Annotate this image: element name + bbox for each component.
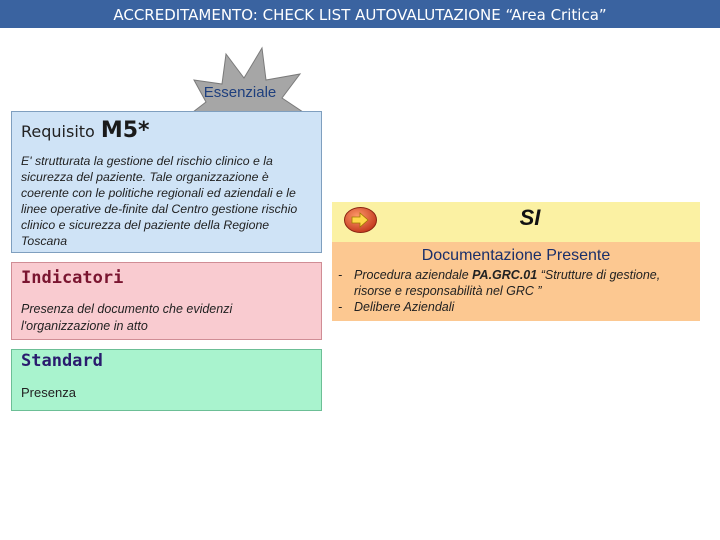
requisito-label: Requisito xyxy=(21,122,95,141)
list-item xyxy=(338,267,693,299)
answer-value: SI xyxy=(519,205,541,230)
list-item-suffix: “Strutture di gestione, risorse e responsabilità nel GRC ” xyxy=(354,268,661,298)
documentazione-title: Documentazione Presente xyxy=(421,247,611,264)
standard-text: Presenza xyxy=(21,385,76,400)
list-item-prefix: Procedura aziendale xyxy=(354,268,473,282)
indicatori-title: Indicatori xyxy=(21,268,124,288)
requisito-code: M5* xyxy=(100,118,150,143)
requisito-text: E' strutturata la gestione del rischio clinico e la sicurezza del paziente. Tale organizzazione è coerente con le politiche regionali ed aziendali e le linee operative de-finite dal Centro gestione rischio clinico e sicurezza del paziente della Regione Toscana xyxy=(21,154,298,248)
standard-title: Standard xyxy=(21,351,103,371)
list-item-code: PA.GRC.01 xyxy=(472,268,538,282)
list-item xyxy=(338,299,693,315)
header-title: ACCREDITAMENTO: CHECK LIST AUTOVALUTAZIONE “Area Critica” xyxy=(113,6,607,24)
essenziale-badge: Essenziale xyxy=(203,84,277,101)
indicatori-text: Presenza del documento che evidenzi l'organizzazione in atto xyxy=(21,302,233,333)
list-dash: - xyxy=(338,300,343,314)
arrow-right-icon[interactable] xyxy=(343,206,378,234)
requisito-heading xyxy=(21,118,150,143)
list-item-prefix: Delibere Aziendali xyxy=(354,300,455,314)
list-dash: - xyxy=(338,268,343,282)
documentazione-list xyxy=(338,267,693,315)
header-bar xyxy=(0,0,720,28)
